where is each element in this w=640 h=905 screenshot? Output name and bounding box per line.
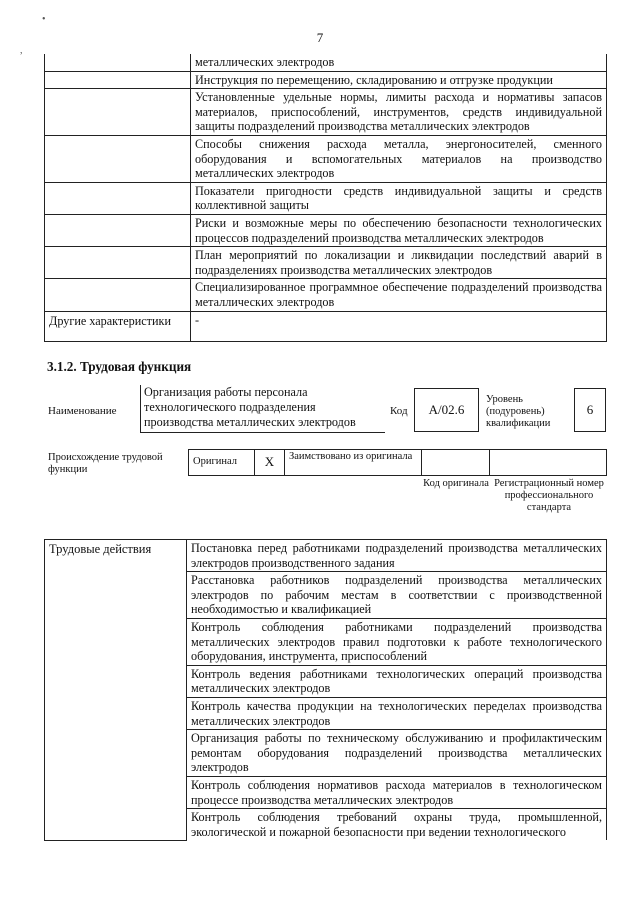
original-label: Оригинал — [189, 450, 255, 476]
table-cell: Установленные удельные нормы, лимиты расхода и нормативы запасов материалов, приспособлений, инструментов, средств индивидуальной защиты подразделений производства металлических электродов — [191, 89, 607, 136]
code-box — [414, 388, 479, 432]
table-row — [45, 214, 607, 246]
table-cell — [45, 54, 191, 71]
table-row — [45, 135, 607, 182]
table-cell — [45, 182, 191, 214]
table-cell: Организация работы по техническому обслуживанию и профилактическим ремонтам оборудования подразделений производства металлических электродов — [187, 730, 607, 777]
code-label: Код — [390, 405, 408, 417]
table-cell: Показатели пригодности средств индивидуальной защиты и средств коллективной защиты — [191, 182, 607, 214]
origin-table — [188, 449, 607, 476]
origin-label: Происхождение трудовой функции — [48, 452, 163, 475]
scan-mark: , — [20, 45, 23, 56]
code-caption: Код оригинала — [423, 478, 489, 489]
table-cell: - — [191, 311, 607, 341]
origin-code-cell — [422, 450, 490, 476]
table-cell: Контроль ведения работниками технологических операций производства металлических электродов — [187, 665, 607, 697]
table-cell: Контроль соблюдения требований охраны труда, промышленной, экологической и пожарной безопасности при ведении технологического — [187, 809, 607, 841]
table-row — [45, 540, 607, 572]
borrowed-label: Заимствовано из оригинала — [285, 450, 422, 476]
table-cell: Контроль соблюдения работниками подразделений производства металлических электродов правил подготовки к работе технологического оборудования, инструмента, приспособлений — [187, 618, 607, 665]
function-name: Организация работы персонала технологического подразделения производства металлических электродов — [140, 385, 385, 433]
table-row — [45, 311, 607, 341]
table-cell: Контроль качества продукции на технологических переделах производства металлических электродов — [187, 697, 607, 729]
table-cell — [45, 247, 191, 279]
table-cell — [45, 214, 191, 246]
table-cell: Постановка перед работниками подразделений производства металлических электродов производственного задания — [187, 540, 607, 572]
table-cell: Контроль соблюдения нормативов расхода материалов в технологическом процессе производства металлических электродов — [187, 776, 607, 808]
level-label: Уровень (подуровень) квалификации — [486, 394, 551, 429]
table-cell — [45, 279, 191, 311]
reg-caption: Регистрационный номер профессионального стандарта — [494, 478, 604, 513]
name-label: Наименование — [48, 405, 117, 417]
table-cell: План мероприятий по локализации и ликвидации последствий аварий в подразделениях производства металлических электродов — [191, 247, 607, 279]
table-cell: Риски и возможные меры по обеспечению безопасности технологических процессов подразделений производства металлических электродов — [191, 214, 607, 246]
actions-label: Трудовые действия — [45, 540, 187, 841]
table-row — [45, 182, 607, 214]
table-cell — [45, 71, 191, 89]
table-row — [45, 279, 607, 311]
level-box — [574, 388, 606, 432]
table-cell: Специализированное программное обеспечение подразделений производства металлических электродов — [191, 279, 607, 311]
table-cell — [45, 135, 191, 182]
table-row — [45, 89, 607, 136]
knowledge-table — [44, 54, 607, 342]
actions-table — [44, 539, 607, 841]
table-row — [45, 54, 607, 71]
table-cell: Расстановка работников подразделений производства металлических электродов по рабочим местам в соответствии с производственной необходимостью и квалификацией — [187, 572, 607, 619]
table-cell: Другие характеристики — [45, 311, 191, 341]
table-row — [45, 71, 607, 89]
page-number: 7 — [316, 30, 324, 45]
original-mark: X — [255, 450, 285, 476]
reg-number-cell — [490, 450, 607, 476]
table-cell: Инструкция по перемещению, складированию и отгрузке продукции — [191, 71, 607, 89]
code-value: А/02.6 — [428, 402, 465, 417]
table-row — [45, 247, 607, 279]
section-heading: 3.1.2. Трудовая функция — [47, 359, 192, 374]
table-cell: Способы снижения расхода металла, энергоносителей, сменного оборудования и вспомогательных материалов на производство металлических электродов — [191, 135, 607, 182]
scan-mark: • — [42, 14, 46, 25]
table-cell — [45, 89, 191, 136]
level-value: 6 — [586, 402, 594, 417]
table-cell: металлических электродов — [191, 54, 607, 71]
